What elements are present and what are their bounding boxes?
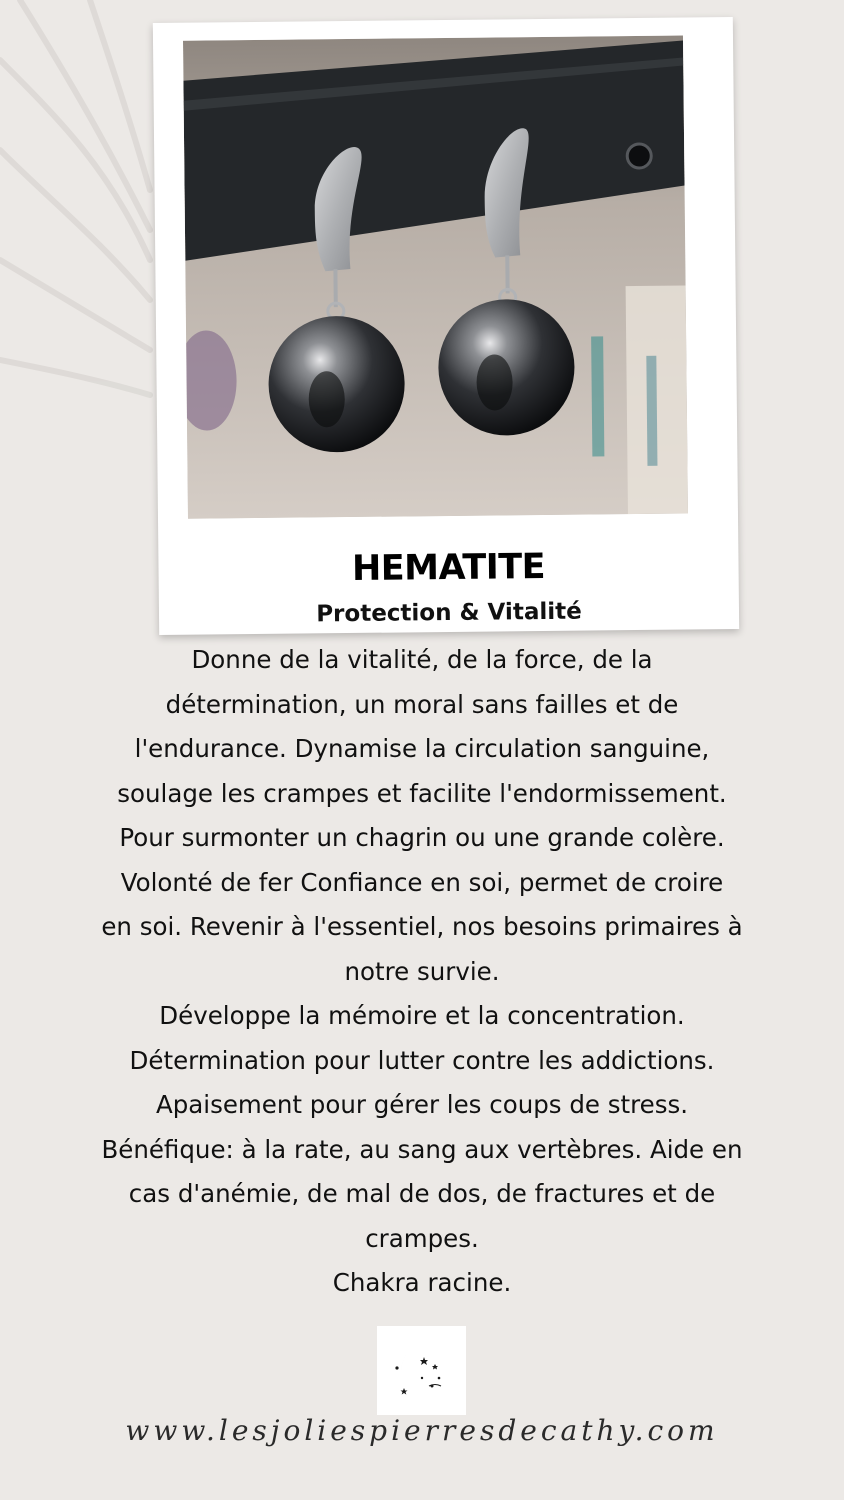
description-line: l'endurance. Dynamise la circulation sanguine, xyxy=(134,734,710,763)
product-card xyxy=(153,17,739,635)
description-line: Bénéfique: à la rate, au sang aux vertèbres. Aide en xyxy=(101,1134,743,1164)
description-line: détermination, un moral sans failles et de xyxy=(165,689,679,719)
description-line: en soi. Revenir à l'essentiel, nos besoins primaires à xyxy=(101,912,743,941)
description-line: Chakra racine. xyxy=(332,1268,512,1297)
product-title: HEMATITE xyxy=(351,546,546,589)
description-line: Volonté de fer Confiance en soi, permet de croire xyxy=(120,867,724,897)
description-line: crampes. xyxy=(365,1223,479,1253)
description-line: Apaisement pour gérer les coups de stress. xyxy=(155,1090,689,1119)
description-line: Développe la mémoire et la concentration. xyxy=(159,1001,685,1030)
product-photo xyxy=(183,36,688,519)
description-line: soulage les crampes et facilite l'endormissement. xyxy=(117,778,727,808)
product-subtitle: Protection & Vitalité xyxy=(316,598,582,628)
website-link[interactable]: www.lesjoliespierresdecathy.com xyxy=(125,1414,719,1447)
description-line: Donne de la vitalité, de la force, de la xyxy=(191,645,653,674)
description-line: Pour surmonter un chagrin ou une grande colère. xyxy=(119,823,725,852)
description-line: notre survie. xyxy=(344,956,500,986)
earrings-photo-illustration xyxy=(183,36,688,519)
product-description xyxy=(30,638,814,1306)
description-line: cas d'anémie, de mal de dos, de fractures et de xyxy=(128,1179,716,1208)
brand-logo xyxy=(377,1326,466,1415)
crescent-moon-stars-icon xyxy=(377,1326,466,1415)
description-line: Détermination pour lutter contre les addictions. xyxy=(129,1045,715,1075)
